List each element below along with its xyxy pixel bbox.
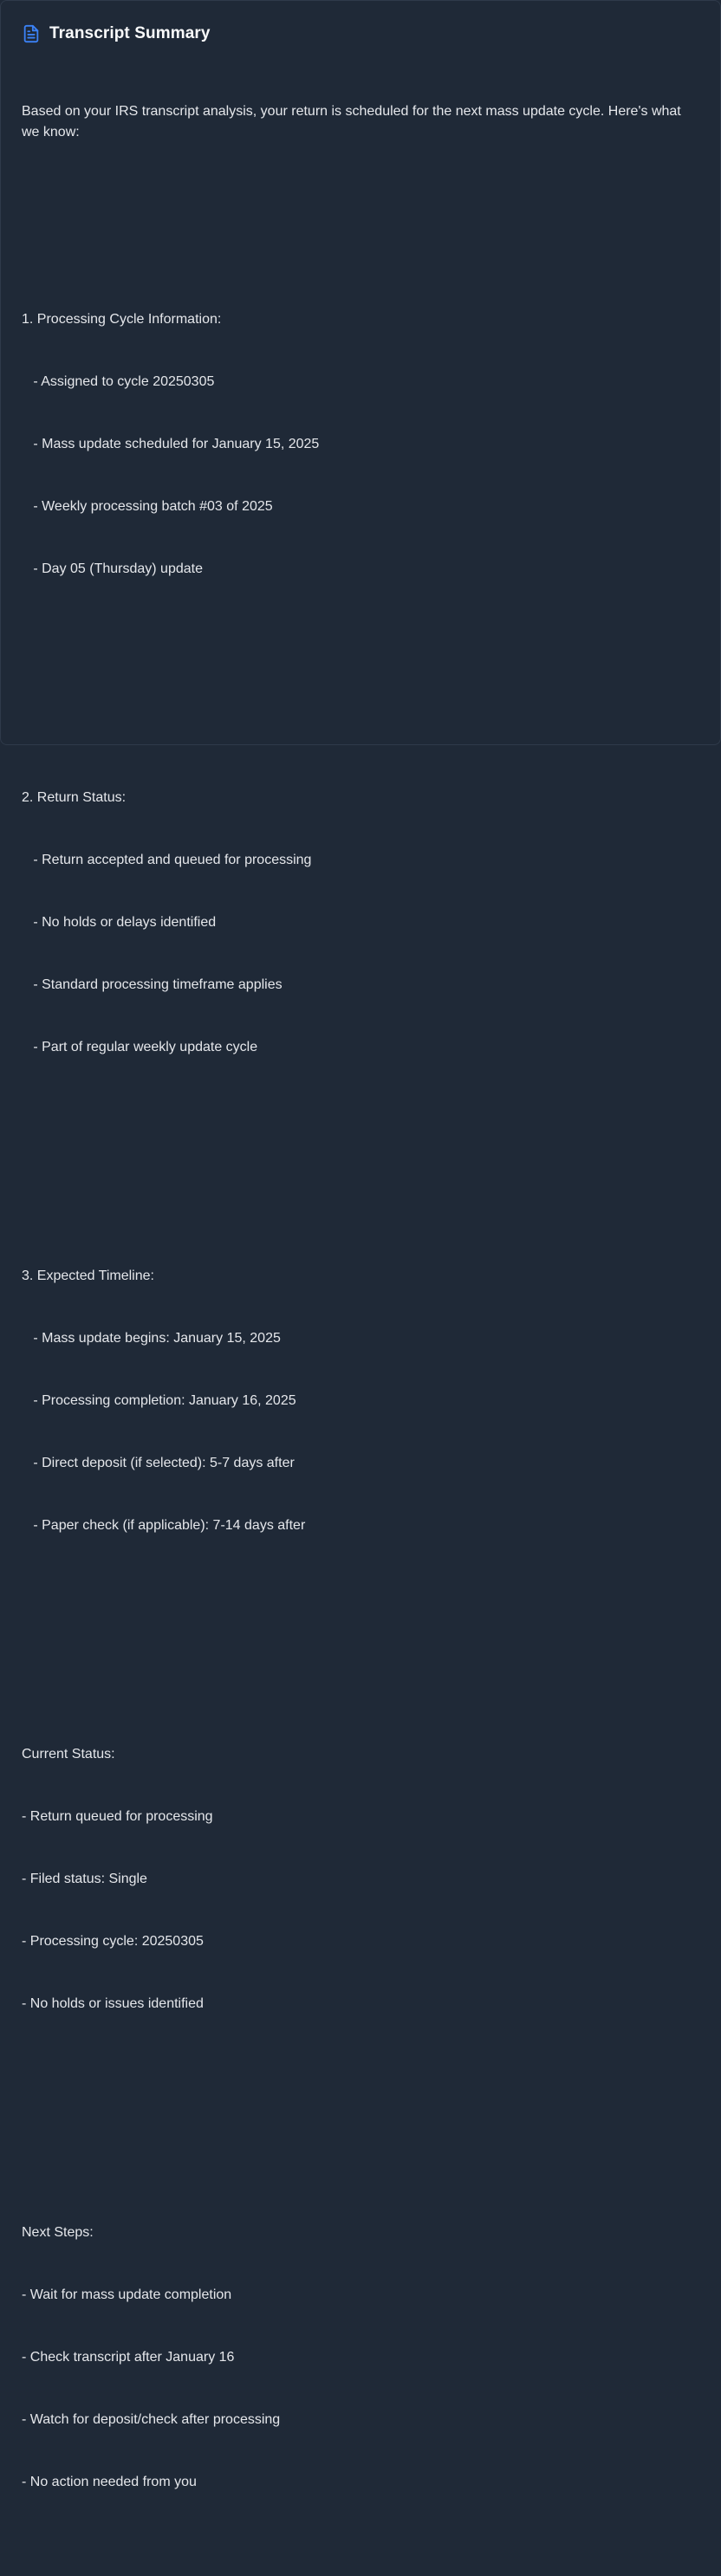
list-item: - Processing cycle: 20250305 (22, 1934, 204, 1949)
section-heading: 3. Expected Timeline: (22, 1269, 154, 1283)
section-current-status (22, 1703, 701, 2056)
list-item: - Watch for deposit/check after processing (22, 2412, 281, 2427)
list-item: - Mass update scheduled for January 15, 2025 (22, 437, 320, 451)
section-heading: 1. Processing Cycle Information: (22, 312, 222, 327)
card-header (22, 20, 699, 48)
spacer (22, 2098, 701, 2119)
list-item: - Filed status: Single (22, 1872, 147, 1886)
list-item: - Standard processing timeframe applies (22, 977, 283, 992)
section-expected-timeline (22, 1224, 701, 1578)
section-heading: Next Steps: (22, 2225, 94, 2240)
list-item: - Mass update begins: January 15, 2025 (22, 1331, 281, 1346)
list-item: - No holds or issues identified (22, 1996, 204, 2011)
list-item: - Direct deposit (if selected): 5-7 days after (22, 1456, 295, 1470)
document-icon (22, 24, 41, 43)
list-item: - Return queued for processing (22, 1809, 213, 1824)
list-item: - No holds or delays identified (22, 915, 217, 930)
section-return-status (22, 746, 701, 1100)
spacer (22, 185, 701, 205)
list-item: - No action needed from you (22, 2475, 197, 2489)
section-next-steps (22, 2181, 701, 2534)
list-item: - Assigned to cycle 20250305 (22, 374, 215, 389)
summary-content (22, 60, 701, 2576)
list-item: - Wait for mass update completion (22, 2287, 232, 2302)
section-processing-cycle (22, 268, 701, 621)
spacer (22, 1619, 701, 1640)
section-heading: Current Status: (22, 1747, 115, 1762)
spacer (22, 663, 701, 684)
list-item: - Return accepted and queued for processing (22, 853, 312, 867)
section-heading: 2. Return Status: (22, 790, 127, 805)
intro-text: Based on your IRS transcript analysis, your return is scheduled for the next mass update cycle. Here's what we know: (22, 104, 685, 140)
list-item: - Day 05 (Thursday) update (22, 561, 203, 576)
spacer (22, 1141, 701, 1162)
list-item: - Paper check (if applicable): 7-14 days after (22, 1518, 306, 1533)
card-title: Transcript Summary (49, 24, 211, 42)
list-item: - Check transcript after January 16 (22, 2350, 235, 2365)
list-item: - Processing completion: January 16, 2025 (22, 1393, 296, 1408)
list-item: - Weekly processing batch #03 of 2025 (22, 499, 273, 514)
list-item: - Part of regular weekly update cycle (22, 1040, 258, 1054)
